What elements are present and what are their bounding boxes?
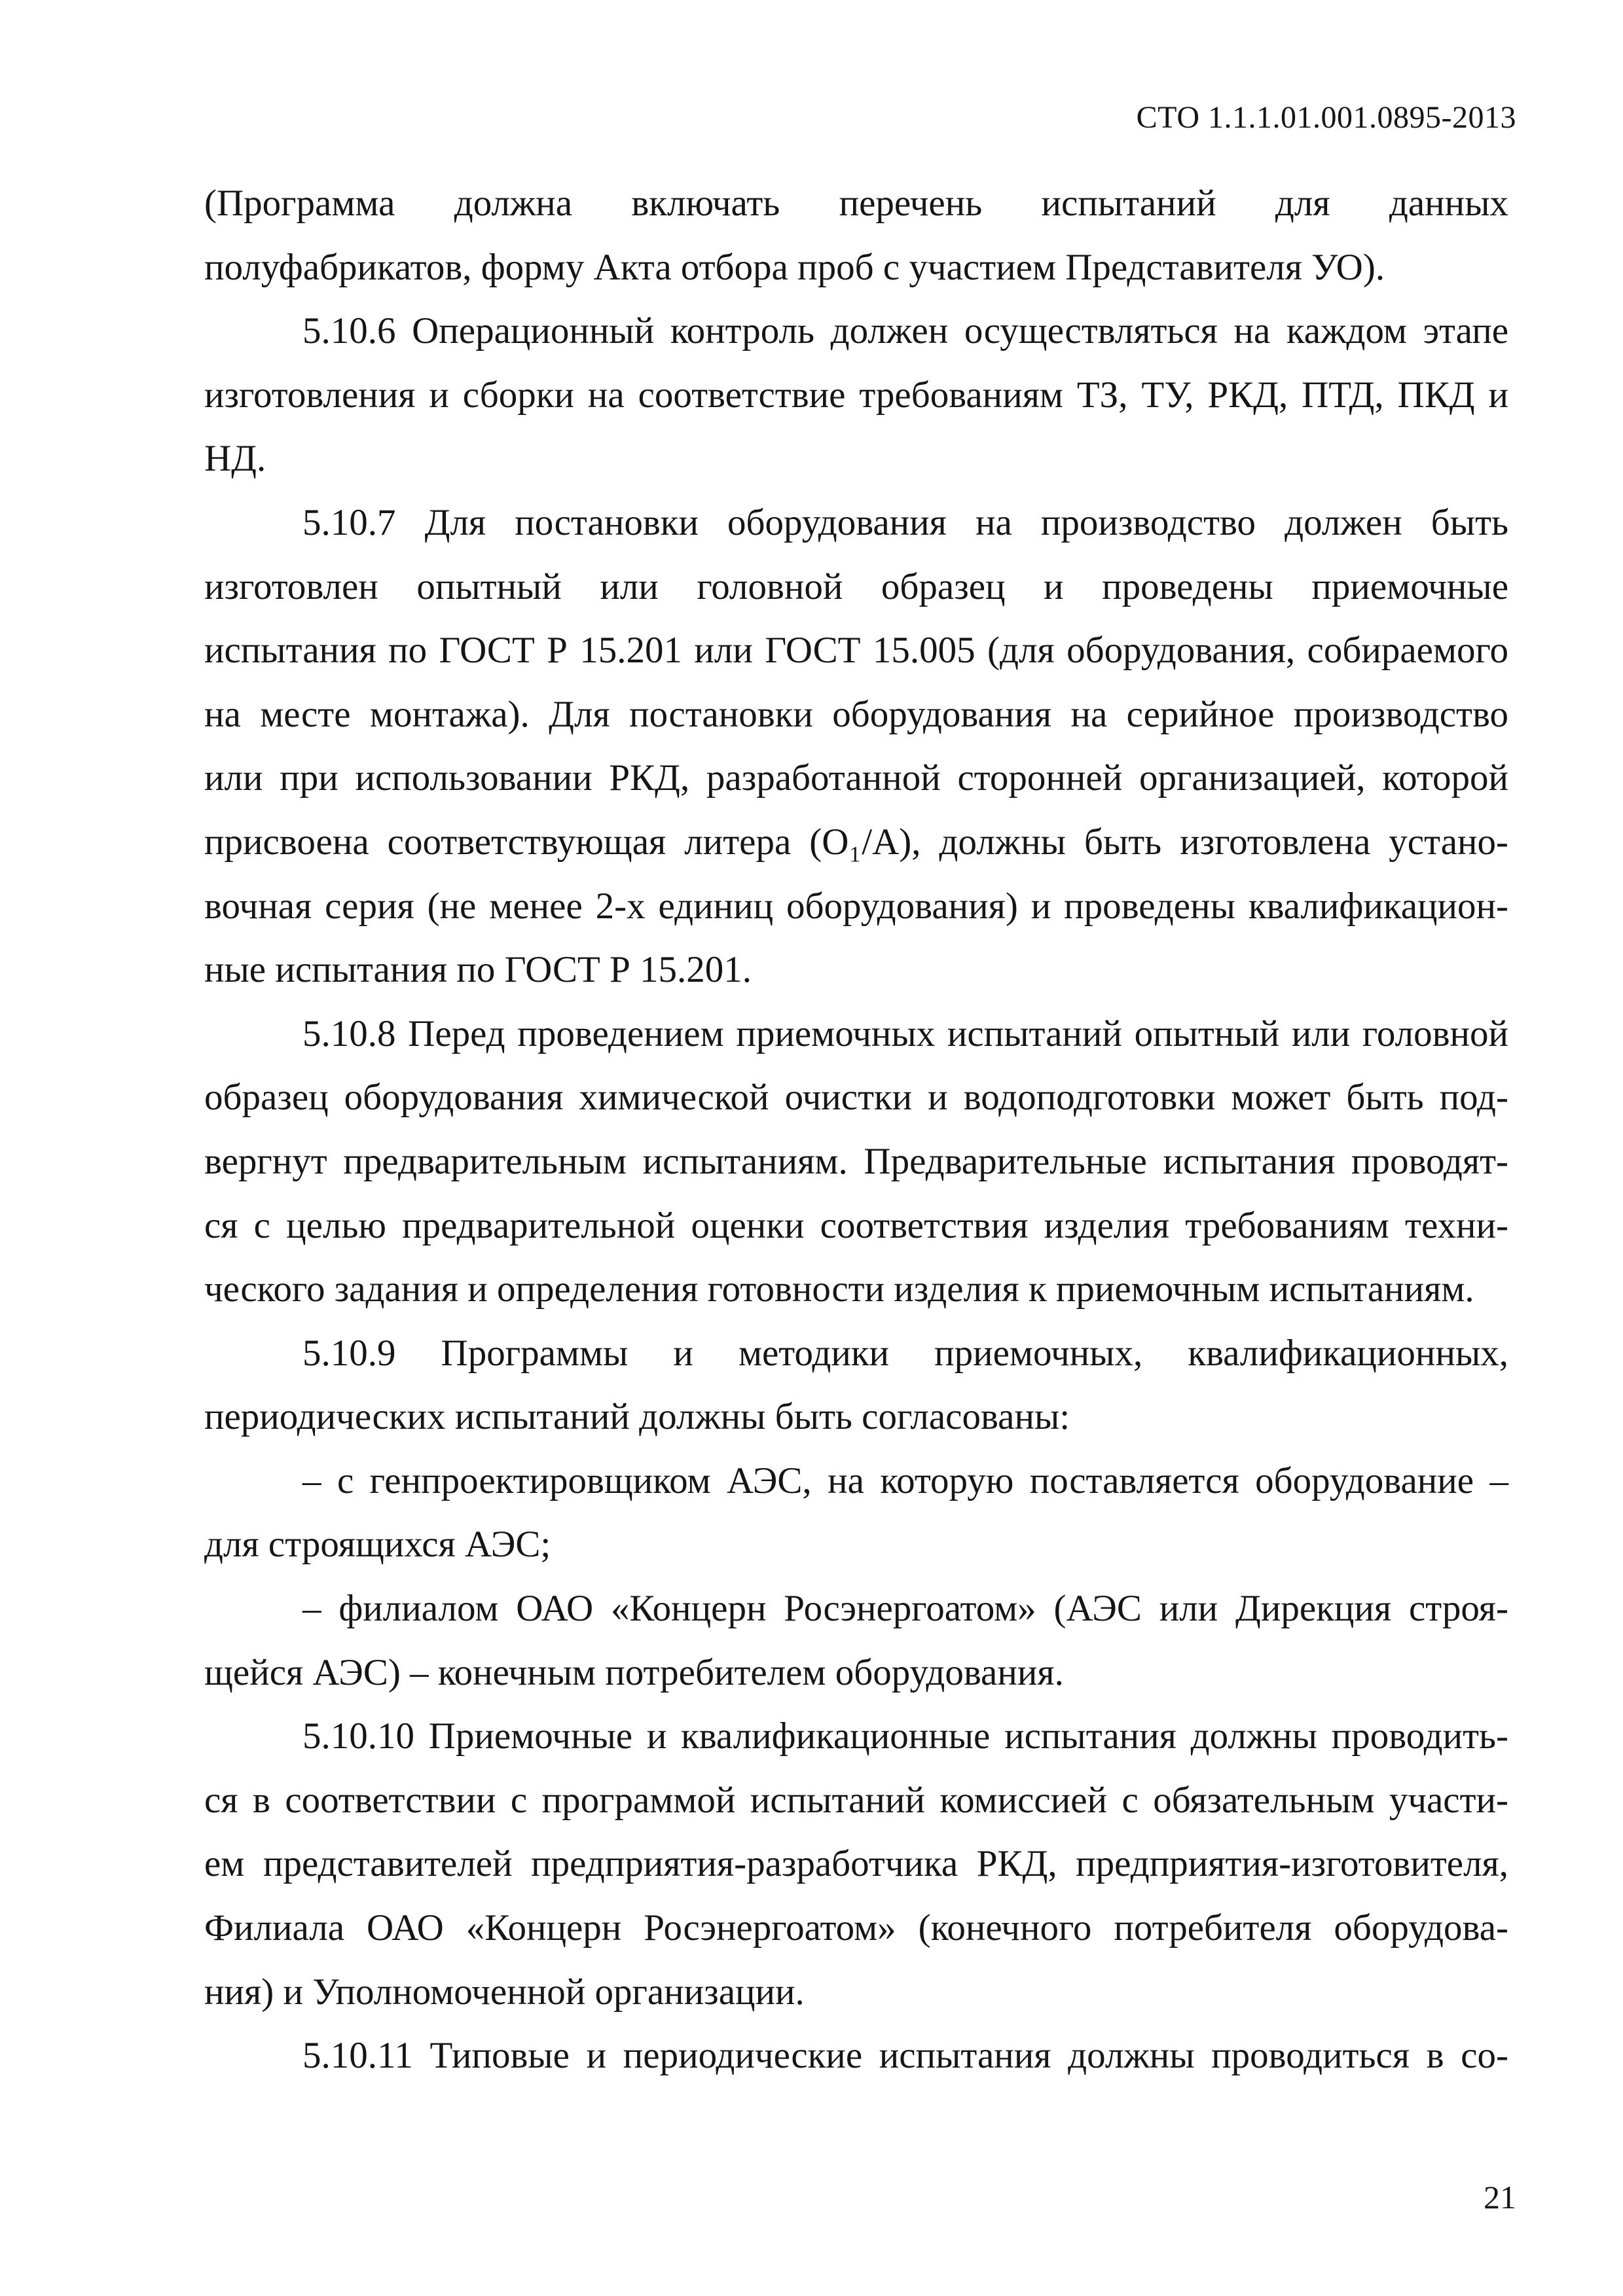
text-line: для строящихся АЭС; [204, 1524, 551, 1566]
text-line: вергнут предварительным испытаниям. Предварительные испытания проводят- [204, 1140, 1508, 1182]
text-line: периодических испытаний должны быть согласованы: [204, 1396, 1070, 1438]
text-line: на месте монтажа). Для постановки оборудования на серийное производство [204, 693, 1508, 735]
text-line: ния) и Уполномоченной организации. [204, 1971, 805, 2013]
text-line: полуфабрикатов, форму Акта отбора проб с участием Представителя УО). [204, 246, 1385, 288]
clause-5-10-9: 5.10.9 Программы и методики приемочных, квалификационных, [302, 1332, 1508, 1374]
page-number: 21 [1484, 2179, 1516, 2215]
text-line: (Программа должна включать перечень испытаний для данных [204, 183, 1508, 224]
text-line: испытания по ГОСТ Р 15.201 или ГОСТ 15.005 (для оборудования, собираемого [204, 630, 1508, 672]
clause-5-10-7: 5.10.7 Для постановки оборудования на производство должен быть [302, 501, 1508, 543]
list-item-general-designer: – с генпроектировщиком АЭС, на которую поставляется оборудование – [302, 1460, 1508, 1501]
text-line: ческого задания и определения готовности изделия к приемочным испытаниям. [204, 1268, 1474, 1310]
body-text [204, 171, 1508, 2088]
text-line: изготовления и сборки на соответствие требованиям ТЗ, ТУ, РКД, ПТД, ПКД и [204, 374, 1508, 416]
clause-5-10-10: 5.10.10 Приемочные и квалификационные испытания должны проводить- [302, 1715, 1508, 1757]
list-item-rosenergoatom-branch: – филиалом ОАО «Концерн Росэнергоатом» (АЭС или Дирекция строя- [302, 1588, 1508, 1630]
clause-5-10-11: 5.10.11 Типовые и периодические испытания должны проводиться в со- [302, 2035, 1508, 2077]
clause-5-10-6: 5.10.6 Операционный контроль должен осуществляться на каждом этапе [302, 310, 1508, 352]
text-line: НД. [204, 438, 266, 480]
text-line: ся с целью предварительной оценки соответствия изделия требованиям техни- [204, 1204, 1508, 1246]
text-line: Филиала ОАО «Концерн Росэнергоатом» (конечного потребителя оборудова- [204, 1907, 1508, 1949]
text-line: ем представителей предприятия-разработчика РКД, предприятия-изготовителя, [204, 1843, 1508, 1885]
clause-5-10-8: 5.10.8 Перед проведением приемочных испытаний опытный или головной [302, 1013, 1508, 1054]
text-line: или при использовании РКД, разработанной сторонней организацией, которой [204, 757, 1508, 799]
text-line: щейся АЭС) – конечным потребителем оборудования. [204, 1651, 1064, 1693]
text-line: изготовлен опытный или головной образец и проведены приемочные [204, 565, 1508, 607]
text-line: присвоена соответствующая литера (О₁/А), должны быть изготовлена устано- [204, 821, 1508, 863]
text-line: вочная серия (не менее 2-х единиц оборудования) и проведены квалификацион- [204, 885, 1508, 927]
text-line: ся в соответствии с программой испытаний комиссией с обязательным участи- [204, 1779, 1508, 1821]
document-code: СТО 1.1.1.01.001.0895-2013 [1136, 100, 1516, 135]
text-line: образец оборудования химической очистки и водоподготовки может быть под- [204, 1077, 1508, 1119]
text-line: ные испытания по ГОСТ Р 15.201. [204, 949, 752, 991]
